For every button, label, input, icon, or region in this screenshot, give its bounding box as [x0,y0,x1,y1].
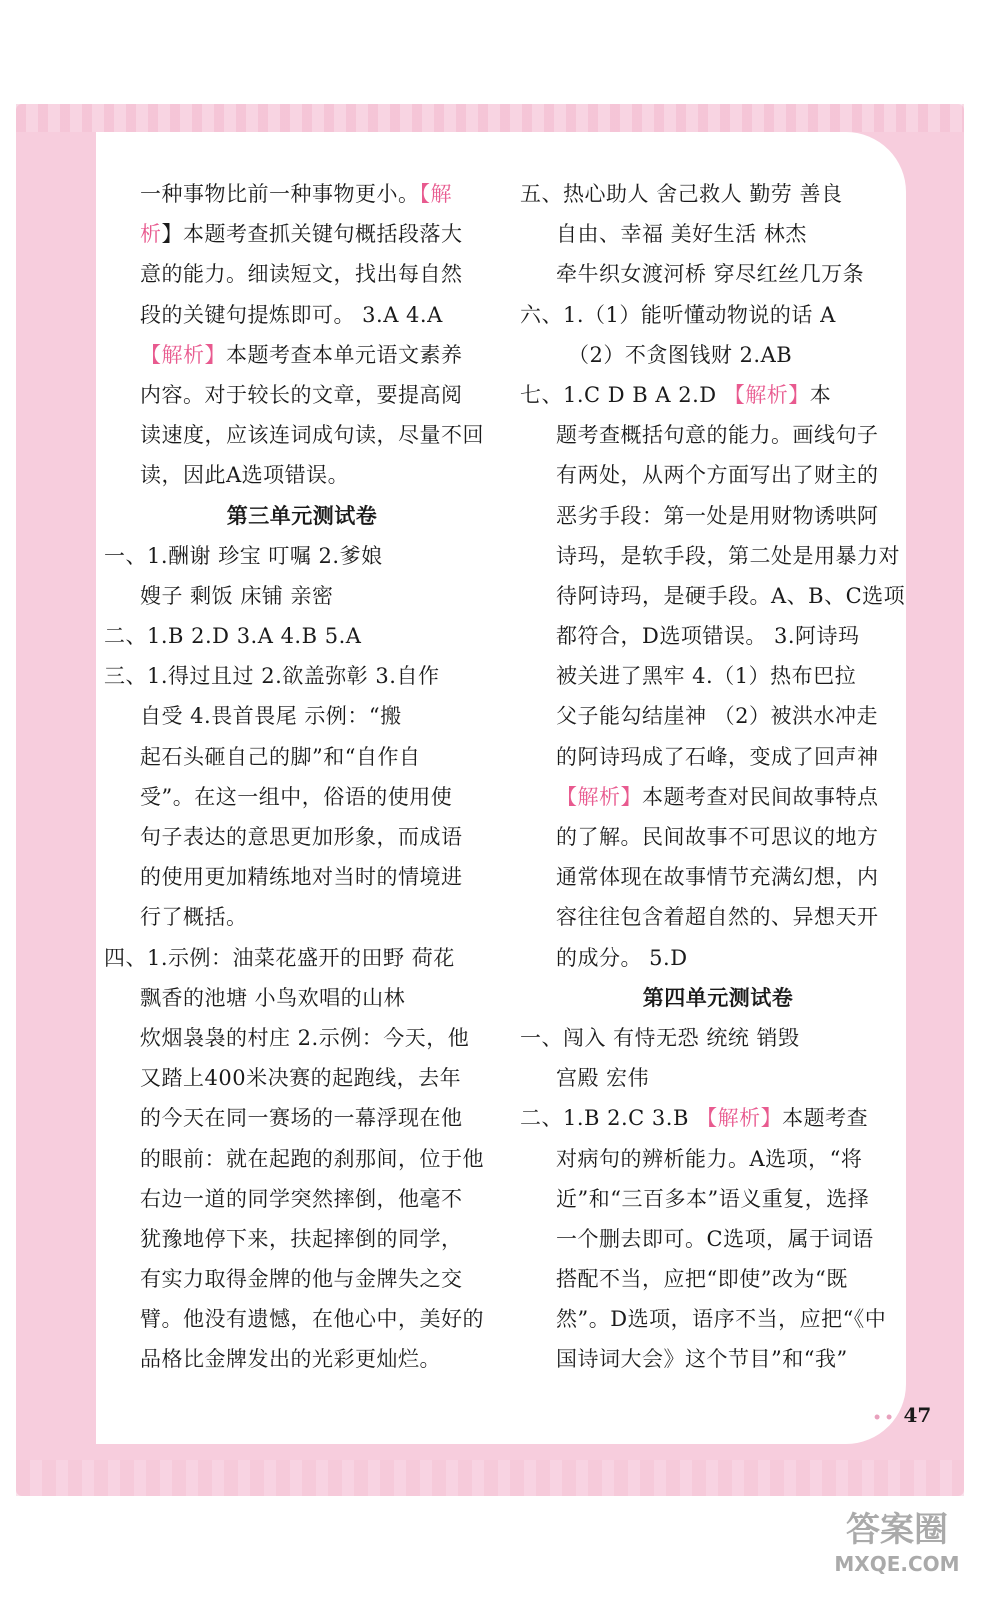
text-segment: 第三单元测试卷 [226,502,378,528]
text-line [104,415,500,455]
text-segment: 有实力取得金牌的他与金牌失之交 [140,1267,463,1292]
text-line [104,1098,500,1138]
text-line [104,375,500,415]
text-segment: 的了解。民间故事不可思议的地方 [556,825,879,849]
text-line [104,214,500,254]
text-segment: 一、1.酬谢 珍宝 叮嘱 2.爹娘 [104,543,383,568]
text-segment: 的使用更加精练地对当时的情境进 [140,865,463,890]
section-heading [520,978,916,1018]
text-segment: 第四单元测试卷 [642,984,794,1010]
text-segment: 牵牛织女渡河桥 穿尽红丝几万条 [556,262,865,287]
text-line [104,1139,500,1179]
text-line [520,254,916,294]
text-segment: 七、1.C D B A 2.D [520,382,724,407]
text-segment: 】本题考查抓关键句概括段落大 [161,222,463,247]
watermark-cn: 答案圈 [846,1510,948,1550]
text-line [520,1299,916,1339]
text-segment: 犹豫地停下来，扶起摔倒的同学， [140,1226,463,1251]
text-line [104,696,500,736]
text-segment: 读，因此A选项错误。 [140,463,350,488]
text-segment: 炊烟袅袅的村庄 2.示例：今天，他 [140,1025,470,1050]
analysis-tag: 【解析】 [556,784,642,809]
text-segment: 题考查概括句意的能力。画线句子 [556,423,879,448]
text-line [520,1018,916,1058]
text-line [520,496,916,536]
text-line [104,737,500,777]
text-line [520,536,916,576]
text-segment: 右边一道的同学突然摔倒，他毫不 [140,1186,463,1211]
text-line [520,777,916,817]
text-segment: 待阿诗玛，是硬手段。A、B、C选项 [556,583,906,608]
text-segment: 然”。D选项，语序不当，应把“《中 [556,1307,887,1332]
text-line [520,656,916,696]
text-line [104,536,500,576]
text-line [104,1058,500,1098]
text-segment: 自受 4.畏首畏尾 示例：“搬 [140,704,402,729]
text-line [520,737,916,777]
text-line [104,1219,500,1259]
text-line [104,1179,500,1219]
text-segment: 被关进了黑牢 4.（1）热布巴拉 [556,664,857,689]
text-segment: 容往往包含着超自然的、异想天开 [556,905,879,930]
text-segment: 品格比金牌发出的光彩更灿烂。 [140,1347,441,1372]
text-line [104,897,500,937]
text-line [104,656,500,696]
text-line [104,335,500,375]
text-line [520,938,916,978]
text-line [520,455,916,495]
text-line [520,1139,916,1179]
text-segment: 本题考查对民间故事特点 [642,784,879,809]
text-line [104,817,500,857]
text-line [520,817,916,857]
text-segment: 五、热心助人 舍己救人 勤劳 善良 [520,182,843,206]
text-segment: 内容。对于较长的文章，要提高阅 [140,382,463,407]
text-line [104,576,500,616]
text-segment: 四、1.示例：油菜花盛开的田野 荷花 [104,945,455,970]
text-line [520,1219,916,1259]
text-line [104,254,500,294]
text-line [520,415,916,455]
text-segment: 起石头砸自己的脚”和“自作自 [140,744,421,769]
text-segment: 诗玛，是软手段，第二处是用暴力对 [556,543,900,568]
text-line [104,978,500,1018]
text-line [520,174,916,214]
text-line [104,1018,500,1058]
text-line [520,1259,916,1299]
text-segment: 的眼前：就在起跑的刹那间，位于他 [140,1146,484,1171]
text-segment: 自由、幸福 美好生活 林杰 [556,222,807,247]
text-segment: 本 [809,382,832,407]
watermark-logo [812,1508,982,1586]
text-segment: 意的能力。细读短文，找出每自然 [140,262,463,287]
text-segment: 受”。在这一组中，俗语的使用使 [140,784,453,809]
text-line [104,1299,500,1339]
text-line [104,1259,500,1299]
text-segment: 的阿诗玛成了石峰，变成了回声神 [556,744,879,769]
text-line [104,455,500,495]
text-segment: 二、1.B 2.C 3.B [520,1106,697,1131]
analysis-tag: 【解析】 [696,1106,783,1131]
page-number-text: 47 [903,1403,932,1427]
text-line [104,174,500,214]
text-segment: 六、1.（1）能听懂动物说的话 A [520,302,836,327]
left-column [104,174,500,1380]
text-line [520,375,916,415]
text-segment: 本题考查本单元语文素养 [226,342,463,367]
analysis-tag: 【解 [419,182,452,206]
text-segment: 搭配不当，应把“即使”改为“既 [556,1267,848,1292]
text-line [520,857,916,897]
text-line [104,616,500,656]
section-heading [104,496,500,536]
text-line [520,1058,916,1098]
text-line [104,857,500,897]
text-segment: 嫂子 剩饭 床铺 亲密 [140,583,334,608]
text-segment: 通常体现在故事情节充满幻想，内 [556,865,879,890]
analysis-tag: 【解析】 [723,382,810,407]
watermark-en: MXQE.COM [834,1552,960,1576]
analysis-tag: 【解析】 [140,342,226,367]
text-segment: 本题考查 [782,1106,869,1131]
text-segment: 的今天在同一赛场的一幕浮现在他 [140,1106,463,1131]
text-segment: 对病句的辨析能力。A选项，“将 [556,1146,863,1171]
text-line [104,1339,500,1379]
text-segment: 恶劣手段：第一处是用财物诱哄阿 [556,503,879,528]
text-line [520,295,916,335]
text-segment: 有两处，从两个方面写出了财主的 [556,463,879,488]
text-line [520,335,916,375]
text-segment: 句子表达的意思更加形象，而成语 [140,825,463,849]
text-line [520,1098,916,1138]
text-segment: 一种事物比前一种事物更小。 [140,182,420,206]
text-segment: 二、1.B 2.D 3.A 4.B 5.A [104,624,362,649]
text-segment: 一、闯入 有恃无恐 统统 销毁 [520,1025,800,1050]
text-line [520,897,916,937]
text-segment: 飘香的池塘 小鸟欢唱的山林 [140,985,406,1010]
text-segment: 国诗词大会》这个节目”和“我” [556,1347,848,1372]
text-segment: （2）不贪图钱财 2.AB [568,342,793,367]
text-line [104,938,500,978]
text-segment: 都符合，D选项错误。 3.阿诗玛 [556,624,860,649]
text-segment: 父子能勾结崖神 （2）被洪水冲走 [556,704,879,729]
text-segment: 近”和“三百多本”语义重复，选择 [556,1186,870,1211]
text-segment: 臂。他没有遗憾，在他心中，美好的 [140,1307,484,1332]
text-line [520,1339,916,1379]
text-line [104,295,500,335]
text-segment: 的成分。 5.D [556,945,688,970]
page-number [862,1400,942,1430]
text-segment: 三、1.得过且过 2.欲盖弥彰 3.自作 [104,664,440,689]
text-line [520,1179,916,1219]
text-segment: 读速度，应该连词成句读，尽量不回 [140,423,484,448]
text-segment: 宫殿 宏伟 [556,1066,650,1091]
right-column [520,174,916,1380]
text-line [520,616,916,656]
analysis-tag: 析 [140,222,162,247]
text-line [520,696,916,736]
text-line [104,777,500,817]
text-line [520,214,916,254]
page-dots: •• [872,1410,897,1426]
text-segment: 段的关键句提炼即可。 3.A 4.A [140,302,443,327]
text-line [520,576,916,616]
text-segment: 一个删去即可。C选项，属于词语 [556,1226,874,1251]
text-segment: 又踏上400米决赛的起跑线，去年 [140,1066,462,1091]
text-segment: 行了概括。 [140,905,248,930]
